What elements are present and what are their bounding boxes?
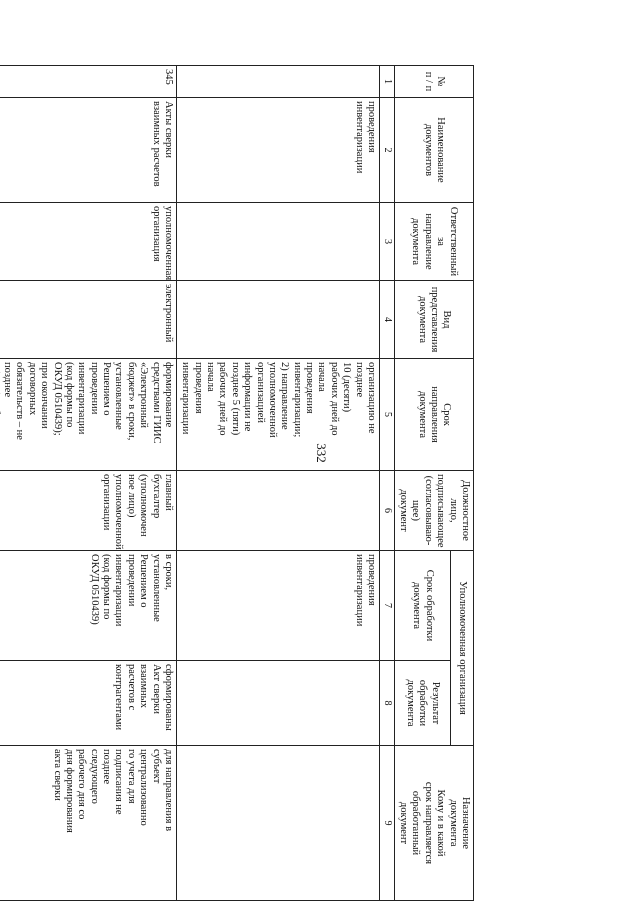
header-document-name: Наименование документов	[394, 98, 473, 203]
header-authorized-organization: Уполномоченная организация	[450, 551, 473, 746]
column-number: 6	[379, 471, 394, 551]
cell-document-name: проведения инвентаризации	[176, 98, 379, 203]
cell-number: 345	[0, 66, 176, 98]
cell-presentation-type: электронный	[0, 281, 176, 359]
header-processing-result: Результат обработки документа	[394, 661, 450, 746]
cell-document-purpose	[176, 746, 379, 901]
cell-document-name: Акты сверки взаимных расчетов	[0, 98, 176, 203]
table-container	[2, 65, 474, 900]
cell-responsible	[176, 203, 379, 281]
cell-signing-official	[176, 471, 379, 551]
header-presentation-type: Вид представления документа	[394, 281, 473, 359]
cell-processing-result: сформированы Акт сверки взаимных расчетов с контрагентами	[0, 661, 176, 746]
header-processing-deadline: Срок обработки документа	[394, 551, 450, 661]
column-number-row	[379, 66, 394, 901]
table-row	[0, 66, 176, 901]
cell-processing-deadline: проведения инвентаризации	[176, 551, 379, 661]
document-table	[0, 65, 474, 901]
header-signing-official: Должностное лицо, подписывающее (согласовываю- щее) документ	[394, 471, 473, 551]
header-sending-deadline: Срок направления документа	[394, 359, 473, 471]
header-document-purpose: Назначение документа Кому и в какой срок направляется обработанный документ	[394, 746, 473, 901]
column-number: 7	[379, 551, 394, 661]
cell-number	[176, 66, 379, 98]
header-row-1	[450, 66, 473, 901]
column-number: 8	[379, 661, 394, 746]
page-number: 332	[314, 443, 329, 463]
cell-document-purpose: для направления в субъект централизованно го учета для подписания не позднее следующего рабочего дня со дня формирования акта сверки	[0, 746, 176, 901]
cell-processing-deadline: в сроки, установленные Решением о проведении инвентаризации (код формы по ОКУД 0510439)	[0, 551, 176, 661]
header-responsible: Ответственный за направление документа	[394, 203, 473, 281]
column-number: 4	[379, 281, 394, 359]
column-number: 3	[379, 203, 394, 281]
cell-sending-deadline: формирование средствами ГИИС «Электронный бюджет» в сроки, установленные Решением о проведении инвентаризации (код формы по ОКУД 0510439); при окончании договорных обязательств – не позднее	[0, 359, 176, 471]
column-number: 1	[379, 66, 394, 98]
cell-sending-deadline: организацию не позднее 10 (десяти) рабочих дней до начала проведения инвентаризации; 2) направление уполномоченной организацией информации не позднее 5 (пяти) рабочих дней до начала проведения инвентаризации	[176, 359, 379, 471]
cell-presentation-type	[176, 281, 379, 359]
cell-responsible: уполномоченная организация	[0, 203, 176, 281]
cell-signing-official: главный бухгалтер (уполномочен ное лицо) уполномоченной организации	[0, 471, 176, 551]
table-row	[176, 66, 379, 901]
rotated-table-wrapper	[2, 65, 474, 900]
header-number: № п / п	[394, 66, 473, 98]
column-number: 2	[379, 98, 394, 203]
cell-processing-result	[176, 661, 379, 746]
column-number: 9	[379, 746, 394, 901]
column-number: 5	[379, 359, 394, 471]
